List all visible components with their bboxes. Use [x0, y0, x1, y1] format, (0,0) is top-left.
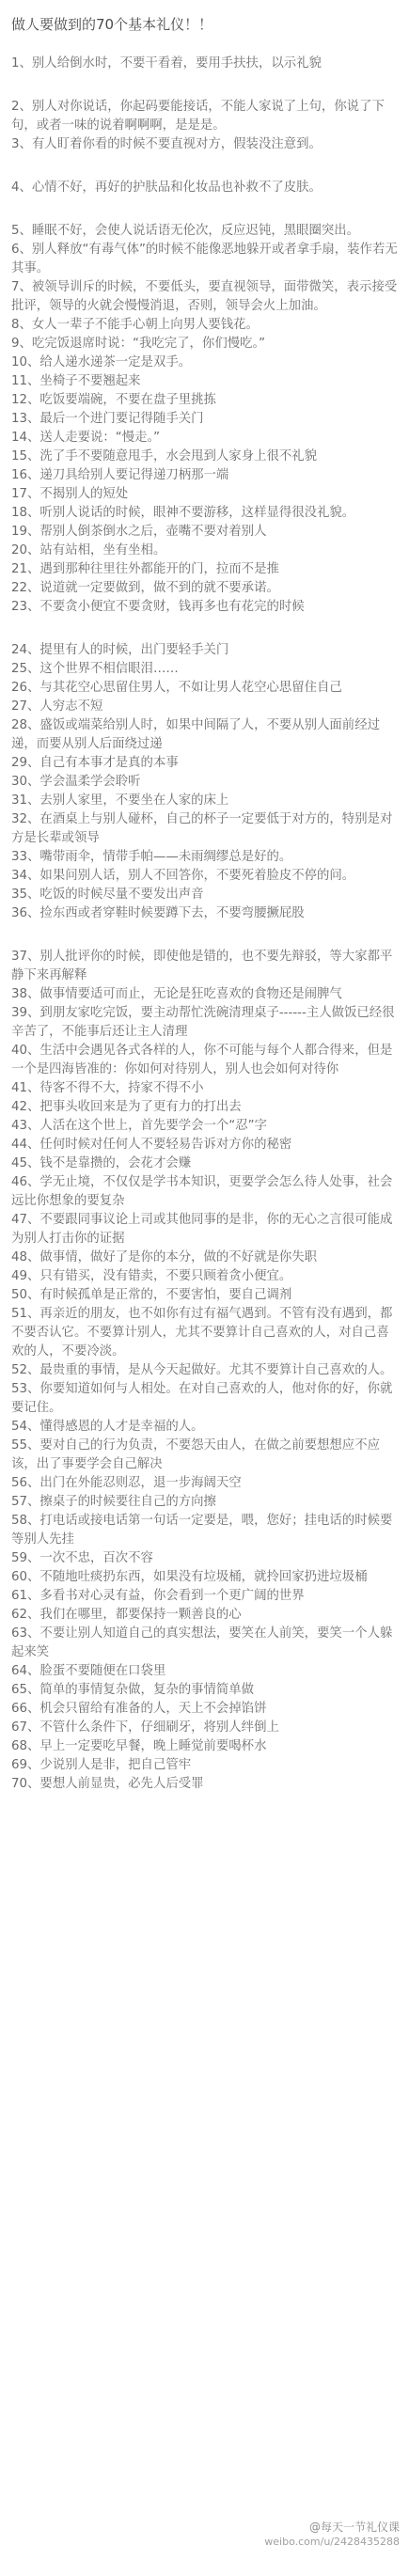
- list-item: 29、自己有本事才是真的本事: [11, 756, 179, 770]
- section-gap: [11, 197, 398, 222]
- list-item: 15、洗了手不要随意甩手，水会甩到人家身上很不礼貌: [11, 449, 318, 463]
- list-item: 28、盛饭或端菜给别人时，如果中间隔了人，不要从别人面前经过递，而要从别人后面绕过递: [11, 718, 380, 751]
- list-item: 31、去别人家里，不要坐在人家的床上: [11, 793, 229, 808]
- list-item: 13、最后一个进门要记得随手关门: [11, 412, 204, 426]
- list-item: 42、把事头收回来是为了更有力的打出去: [11, 1100, 242, 1114]
- list-item: 7、被领导训斥的时候，不要低头，要直视领导，面带微笑，表示接受批评，领导的火就会慢慢消退，否则，领导会火上加油。: [11, 280, 398, 313]
- list-item: 38、做事情要适可而止，无论是狂吃喜欢的食物还是闹脾气: [11, 987, 342, 1001]
- list-item: 1、别人给倒水时，不要干看着，要用手扶扶，以示礼貌: [11, 56, 322, 71]
- list-item: 43、人活在这个世上，首先要学会一个“忍”字: [11, 1119, 267, 1133]
- list-item: 9、吃完饭退席时说：“我吃完了，你们慢吃。”: [11, 337, 266, 351]
- list-item: 12、吃饭要端碗，不要在盘子里挑拣: [11, 393, 216, 407]
- list-item: 19、帮别人倒茶倒水之后，壶嘴不要对着别人: [11, 525, 267, 539]
- list-item: 68、早上一定要吃早餐，晚上睡觉前要喝杯水: [11, 1739, 267, 1753]
- list-item: 48、做事情，做好了是你的本分，做的不好就是你失职: [11, 1250, 318, 1264]
- list-item: 23、不要贪小便宜不要贪财，钱再多也有花完的时候: [11, 600, 305, 614]
- list-item: 40、生活中会遇见各式各样的人，你不可能与每个人都合得来，但是一个是四海皆准的：你如何对待别人，别人也会如何对待你: [11, 1044, 393, 1076]
- list-item: 57、擦桌子的时候要往自己的方向擦: [11, 1495, 216, 1509]
- list-item: 45、钱不是靠攒的，会花才会赚: [11, 1156, 192, 1170]
- list-item: 24、提里有人的时候，出门要轻手关门: [11, 643, 229, 657]
- section-gap: [11, 923, 398, 948]
- list-item: 37、别人批评你的时候，即使他是错的，也不要先辩驳，等大家都平静下来再解释: [11, 950, 393, 982]
- etiquette-list: [11, 55, 398, 1794]
- list-item: 41、待客不得不大，持家不得不小: [11, 1081, 204, 1095]
- list-item: 69、少说别人是非，把自己管牢: [11, 1758, 192, 1772]
- section-gap: [11, 154, 398, 179]
- list-item: 50、有时候孤单是正常的，不要害怕，要自己调剂: [11, 1288, 292, 1302]
- list-item: 2、别人对你说话，你起码要能接话，不能人家说了上句，你说了下句，或者一味的说着啊啊啊，是是是。: [11, 100, 385, 133]
- list-item: 4、心情不好，再好的护肤品和化妆品也补救不了皮肤。: [11, 181, 322, 195]
- list-item: 55、要对自己的行为负责，不要怨天由人，在做之前要想想应不应该，出了事要学会自己解决: [11, 1438, 380, 1471]
- list-item: 60、不随地吐痰扔东西，如果没有垃圾桶，就拎回家扔进垃圾桶: [11, 1570, 368, 1584]
- section-gap: [11, 73, 398, 98]
- list-item: 70、要想人前显贵，必先人后受罪: [11, 1777, 204, 1791]
- list-item: 53、你要知道如何与人相处。在对自己喜欢的人，他对你的好，你就要记住。: [11, 1382, 393, 1415]
- list-item: 11、坐椅子不要翘起来: [11, 374, 141, 388]
- watermark-handle: @每天一节礼仪课: [308, 2521, 400, 2534]
- list-item: 27、人穷志不短: [11, 699, 103, 714]
- list-item: 17、不揭别人的短处: [11, 487, 129, 501]
- list-item: 34、如果问别人话，别人不回答你，不要死着脸皮不停的问。: [11, 869, 355, 883]
- list-item: 59、一次不忠，百次不容: [11, 1551, 153, 1565]
- list-item: 63、不要让别人知道自己的真实想法，要笑在人前笑，要笑一个人躲起来笑: [11, 1626, 393, 1659]
- list-item: 39、到朋友家吃完饭，要主动帮忙洗碗清理桌子------主人做饭已经很辛苦了，不能事后还让主人清理: [11, 1006, 395, 1039]
- weibo-watermark: [264, 2520, 400, 2550]
- list-item: 6、别人释放“有毒气体”的时候不能像恶地躲开或者拿手扇，装作若无其事。: [11, 243, 398, 275]
- list-item: 66、机会只留给有准备的人，天上不会掉馅饼: [11, 1702, 267, 1716]
- list-item: 5、睡眠不好，会使人说话语无伦次，反应迟钝，黑眼圈突出。: [11, 224, 360, 238]
- list-item: 16、递刀具给别人要记得递刀柄那一端: [11, 468, 229, 482]
- list-item: 14、送人走要说：“慢走。”: [11, 431, 161, 445]
- section-gap: [11, 617, 398, 641]
- list-item: 49、只有错买，没有错卖，不要只顾着贪小便宜。: [11, 1269, 292, 1283]
- list-item: 8、女人一辈子不能手心朝上向男人要钱花。: [11, 318, 259, 332]
- list-item: 47、不要跟同事议论上司或其他同事的是非，你的无心之言很可能成为别人打击你的证据: [11, 1213, 393, 1246]
- list-item: 46、学无止境，不仅仅是学书本知识，更要学会怎么待人处事，社会远比你想象的要复杂: [11, 1175, 393, 1208]
- list-item: 62、我们在哪里，都要保持一颗善良的心: [11, 1608, 242, 1622]
- list-item: 25、这个世界不相信眼泪……: [11, 662, 179, 676]
- list-item: 58、打电话或接电话第一句话一定要是，喂，您好；挂电话的时候要等别人先挂: [11, 1514, 393, 1547]
- list-item: 21、遇到那种往里往外都能开的门，拉而不是推: [11, 562, 279, 576]
- list-item: 30、学会温柔学会聆听: [11, 775, 141, 789]
- list-item: 33、嘴带雨伞，情带手帕——未雨绸缪总是好的。: [11, 850, 292, 864]
- list-item: 3、有人盯着你看的时候不要直视对方，假装没注意到。: [11, 137, 322, 151]
- list-item: 22、说道就一定要做到，做不到的就不要承诺。: [11, 581, 279, 595]
- list-item: 61、多看书对心灵有益，你会看到一个更广阔的世界: [11, 1589, 305, 1603]
- list-item: 67、不管什么条件下，仔细刷牙，将别人绊倒上: [11, 1720, 279, 1735]
- list-item: 56、出门在外能忍则忍，退一步海阔天空: [11, 1476, 242, 1490]
- list-item: 44、任何时候对任何人不要轻易告诉对方你的秘密: [11, 1138, 292, 1152]
- page-title: 做人要做到的70个基本礼仪！！: [11, 16, 213, 33]
- list-item: 32、在酒桌上与别人碰杯，自己的杯子一定要低于对方的，特别是对方是长辈或领导: [11, 812, 393, 845]
- watermark-site: weibo.com/u/2428435288: [264, 2536, 400, 2548]
- list-item: 64、脸蛋不要随便在口袋里: [11, 1664, 166, 1678]
- list-item: 20、站有站相，坐有坐相。: [11, 543, 166, 558]
- list-item: 10、给人递水递茶一定是双手。: [11, 355, 192, 369]
- list-item: 52、最贵重的事情，是从今天起做好。尤其不要算计自己喜欢的人。: [11, 1363, 393, 1377]
- list-item: 65、简单的事情复杂做，复杂的事情简单做: [11, 1683, 255, 1697]
- list-item: 35、吃饭的时候尽量不要发出声音: [11, 887, 204, 902]
- list-item: 26、与其花空心思留住男人，不如让男人花空心思留住自己: [11, 681, 342, 695]
- list-item: 18、听别人说话的时候，眼神不要游移，这样显得很没礼貌。: [11, 506, 355, 520]
- list-item: 54、懂得感恩的人才是幸福的人。: [11, 1420, 204, 1434]
- list-item: 51、再亲近的朋友，也不如你有过有福气遇到。不管有没有遇到，都不要否认它。不要算计别人，尤其不要算计自己喜欢的人，对自己喜欢的人，不要冷淡。: [11, 1307, 393, 1359]
- list-item: 36、捡东西或者穿鞋时候要蹲下去，不要弯腰撅屁股: [11, 906, 305, 920]
